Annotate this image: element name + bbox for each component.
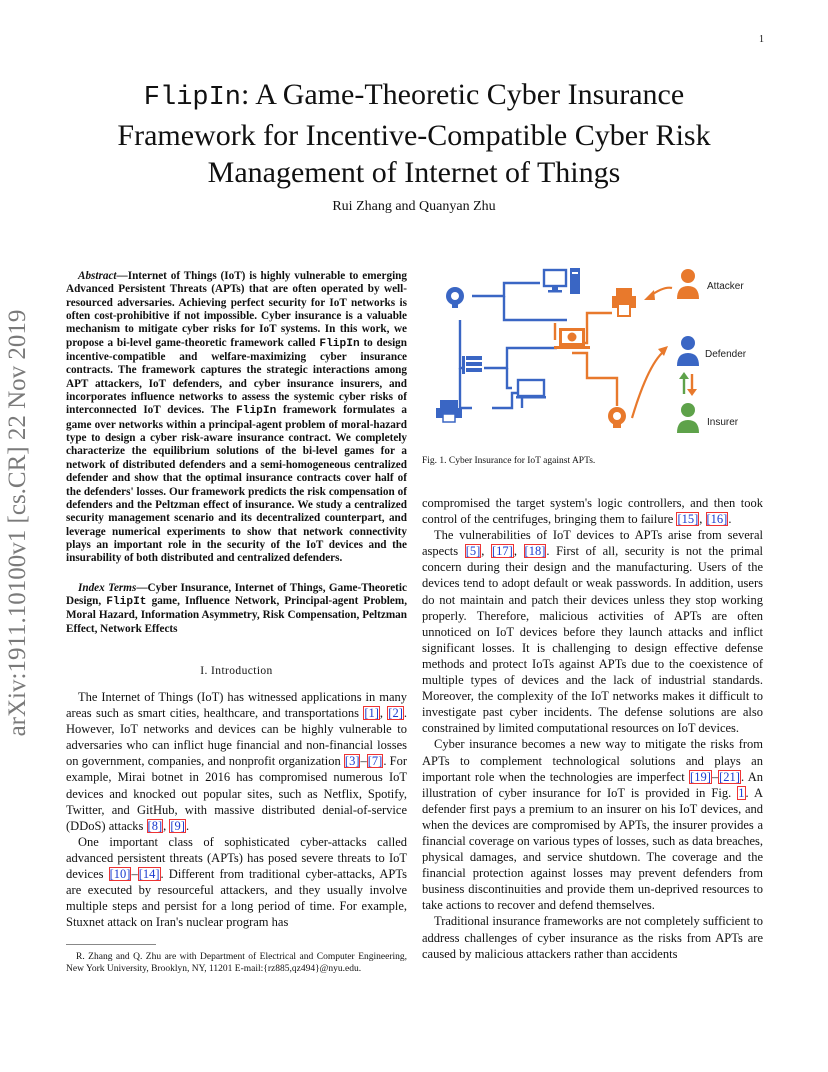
body-text: . Different from traditional cyber-attacks, APTs are executed by resourceful attackers, and they usually involve multiple steps and persist for a long period of time. For example, Stuxnet attack on Iran's nuclear program has (66, 866, 408, 930)
body-text: compromised the target system's logic controllers, and then took control of the centrifuges, bringing them to failure (422, 496, 763, 527)
body-text: . For example, Mirai botnet in 2016 has compromised numerous IoT devices and knocked out popular sites, such as Netflix, Spotify, Twitter, and GitHub, with massive distributed denial-of-service (DDoS) attacks (66, 754, 407, 833)
title-line-1 (60, 76, 768, 117)
index-terms (66, 582, 407, 636)
attacker-icon (677, 269, 699, 299)
citation-link[interactable]: [2] (388, 706, 403, 721)
blue-printer-icon (436, 400, 462, 422)
figure-1 (422, 258, 763, 453)
printer-icon (612, 288, 636, 316)
body-text: The vulnerabilities of IoT devices to APTs arise from several aspects (422, 528, 763, 559)
defend-arrow (632, 353, 662, 418)
body-text: , (699, 512, 706, 527)
compromise-links (555, 313, 617, 406)
body-text: – (131, 866, 138, 881)
citation-link[interactable]: [10] (109, 866, 131, 881)
citation-link[interactable]: [19] (690, 769, 711, 784)
footnote: R. Zhang and Q. Zhu are with Department of Electrical and Computer Engineering, New York University, Brooklyn, NY, 11201 E-mail:{rz885,qz494}@nyu.edu. (66, 952, 407, 975)
attack-arrowhead (644, 290, 655, 300)
body-text: . First of all, security is not the primal concern during their design and the manufacturing. Users of the devices tend to adopt default or weak passwords. In addition, users do not maintain and patch their devices unless they stop working properly. Therefore, malicious activities of APTs are often unnoticed on IoT devices before they launch attacks and inflict significant losses. It is challenging to design effective defense methods and protect IoTs against APTs due to the coexistence of multiple types of devices and the lack of industrial standards. Moreover, the complexity of the IoT networks makes it difficult to investigate past cyber incidents. The defense solutions are also constrained by limited computational resources on IoT devices. (422, 544, 763, 736)
arxiv-stamp: arXiv:1911.10100v1 [cs.CR] 22 Nov 2019 (4, 309, 31, 737)
paper-title (60, 76, 768, 191)
body-text: . (185, 818, 190, 833)
authors: Rui Zhang and Quanyan Zhu (332, 199, 496, 214)
right-paragraph-0 (422, 495, 763, 527)
index-terms-text: game, Influence Network, Principal-agent Problem, Moral Hazard, Information Asymmetry, Risk Compensation, Peltzman Effect, Network Effects (66, 594, 407, 635)
citation-link[interactable]: [8] (147, 818, 163, 833)
abstract (66, 270, 407, 566)
attacker-label: Attacker (707, 281, 744, 292)
citation-link[interactable]: [16] (706, 512, 728, 527)
defender-label: Defender (705, 349, 747, 360)
premium-coverage-arrows-icon (679, 372, 697, 396)
body-text: Traditional insurance frameworks are not completely sufficient to address challenges of cyber insurance as the risks from APTs are caused by malicious attackers rather than accidents (422, 914, 763, 961)
citation-link[interactable]: [14] (138, 866, 160, 881)
section-heading: I. Introduction (200, 664, 273, 677)
index-terms-text: —Cyber Insurance, Internet of Things, Game-Theoretic Design, (66, 581, 407, 607)
footnote-rule (66, 944, 156, 945)
citation-link[interactable]: [9] (170, 818, 185, 833)
intro-paragraph-2 (66, 834, 407, 931)
insurer-icon (677, 403, 699, 433)
right-column (422, 495, 763, 962)
body-text: . A defender first pays a premium to an insurer on his IoT devices, and when the devices are compromised by APTs, the insurer provides a financial coverage on various types of losses, such as data breaches, physical damages, and service shutdown. The coverage and the financial protection against losses may prevent defenders from business discontinuities and provide them un-deprived resources to take actions to recover and defend themselves. (422, 785, 763, 913)
body-text: , (481, 544, 491, 559)
abstract-framework-name: FlipIn (319, 337, 360, 350)
citation-link[interactable]: [3] (344, 754, 360, 769)
citation-link[interactable]: [21] (719, 769, 740, 784)
title-framework-name: FlipIn (143, 83, 242, 113)
body-text: – (711, 769, 719, 784)
title-line-1-rest: : A Game-Theoretic Cyber Insurance (241, 78, 685, 111)
index-terms-game-name: FlipIt (106, 595, 147, 608)
orange-camera-icon (608, 407, 626, 428)
citation-link[interactable]: [18] (524, 544, 546, 559)
citation-link[interactable]: 1 (738, 785, 745, 800)
body-text: , (513, 544, 524, 559)
server-rack-icon (462, 356, 482, 374)
body-text: , (379, 706, 388, 721)
defender-icon (677, 336, 699, 366)
laptop-icon (554, 328, 590, 349)
insurer-label: Insurer (707, 417, 739, 428)
body-text: . (728, 512, 732, 527)
intro-paragraph-1 (66, 689, 407, 834)
right-paragraph-1 (422, 527, 763, 736)
figure-caption: Fig. 1. Cyber Insurance for IoT against APTs. (422, 456, 596, 466)
right-paragraph-3 (422, 913, 763, 961)
figure-1-diagram (422, 258, 763, 453)
index-terms-label: Index Terms (78, 581, 137, 594)
monitor-icon (516, 380, 546, 399)
body-text: – (360, 754, 367, 769)
citation-link[interactable]: [1] (364, 706, 379, 721)
title-line-2: Framework for Incentive-Compatible Cyber Risk (117, 119, 711, 152)
citation-link[interactable]: [15] (677, 512, 699, 527)
network-links (460, 283, 567, 408)
body-text: , (163, 818, 170, 833)
cctv-camera-icon (446, 287, 464, 308)
abstract-text: framework formulates a game over networks within a principal-agent problem of moral-hazard type to design a cyber risk-aware insurance contract. We completely characterize the equilibrium solutions of the bi-level games for a network of distributed defenders and a semi-homogeneous centralized defender and show that the optimal insurance contracts cover half of the defenders' losses. Our framework predicts the risk compensation of defenders and the Peltzman effect of insurance. We study a centralized security management scenario and its decentralized counterpart, and leverage numerical experiments to show that network connectivity plays an important role in the security of the IoT devices and the insurability of both distributed and centralized defenders. (66, 404, 407, 565)
body-text: . An illustration of cyber insurance for IoT is provided in Fig. (422, 769, 763, 800)
body-text: One important class of sophisticated cyber-attacks called advanced persistent threats (APTs) has posed severe threats to IoT devices (66, 834, 407, 881)
abstract-framework-name: FlipIn (236, 405, 277, 418)
desktop-computer-icon (544, 268, 580, 294)
abstract-text: —Internet of Things (IoT) is highly vulnerable to emerging Advanced Persistent Threats (APTs) that are often operated by well-resourced adversaries. Achieving perfect security for IoT networks is often cost-prohibitive if not impossible. Cyber insurance is a valuable mechanism to mitigate cyber risks for IoT systems. In this work, we propose a bi-level game-theoretic framework called (66, 270, 407, 349)
abstract-text: to design incentive-compatible and welfare-maximizing cyber insurance contracts. The framework captures the strategic interactions among APT attackers, IoT defenders, and cyber insurance insurers, and incorporates influence networks to assess the systemic cyber risks of interconnected IoT devices. The (66, 336, 407, 417)
body-text: The Internet of Things (IoT) has witnessed applications in many areas such as smart cities, healthcare, and transportations (66, 689, 407, 721)
body-text: Cyber insurance becomes a new way to mitigate the risks from APTs to complement technological solutions and plays an important role when the technologies are imperfect (422, 737, 763, 784)
citation-link[interactable]: [17] (492, 544, 513, 559)
citation-link[interactable]: [5] (465, 544, 481, 559)
page-number: 1 (759, 34, 764, 45)
abstract-label: Abstract (78, 270, 117, 282)
citation-link[interactable]: [7] (367, 754, 383, 769)
body-text: . However, IoT networks and devices can be highly vulnerable to adversaries who can inflict huge financial and non-financial losses on government, companies, and nonprofit organization (66, 706, 407, 769)
left-column (66, 270, 407, 975)
right-paragraph-2 (422, 736, 763, 913)
title-line-3: Management of Internet of Things (207, 156, 621, 189)
